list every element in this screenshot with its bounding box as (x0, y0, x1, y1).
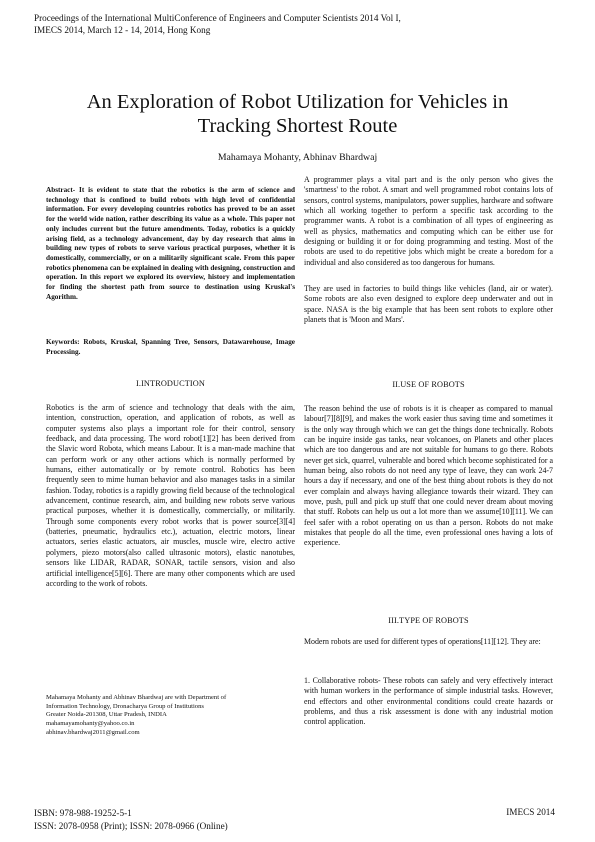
right-paragraph-1 (304, 175, 553, 268)
header-line-2: IMECS 2014, March 12 - 14, 2014, Hong Kong (34, 25, 211, 35)
footnote-line-3: Greater Noida-201308, Uttar Pradesh, INDIA (46, 711, 167, 719)
footnote-line-1: Mahamaya Mohanty and Abhinav Bhardwaj are with Department of (46, 694, 227, 701)
proceedings-header (34, 12, 554, 36)
abstract-text: Abstract- It is evident to state that the robotics is the arm of science and technology that is confined to build robots with high level of confidential information. For every developing countries robotics has proved to be an asset for the world wide nation, rather describing its value as a whole. This paper not only includes current but the future amendments. Today, robotics is a quickly arising field, as a technology advancement, day by day research that aims in building new types of robots to serve various practical purposes, whether it is domestically, commercially, or on a militarily significant scale. From this paper robotics phenomena can be explained in dealing with designing, construction and operation. In this report we explored its overview, history and implementation for finding the shortest path from source to destination using Kruskal's Agorithm. (46, 186, 295, 301)
introduction-body (46, 403, 295, 589)
footer-isbn: ISBN: 978-988-19252-5-1 (34, 808, 132, 818)
right-paragraph-2-text: They are used in factories to build things like vehicles (land, air or water). Some robots are also even designed to explore deep underwater and out in space. NASA is the big example that has been sent robots to explore other planets that is 'Moon and Mars'. (304, 284, 553, 325)
footer-conference: IMECS 2014 (506, 807, 555, 817)
introduction-text: Robotics is the arm of science and technology that deals with the aim, intention, construction, operation, and application of robots, as well as computer systems also plays a important role for their control, sensory feedback, and data processing. The word robot[1][2] has been derived from the Slavic word Robota, which means Labour. It is a man-made machine that can perform work or any other actions which is normally performed by humans, either automatically or by remote control. Robotics has been frequently seen to mime human behavior and also manages tasks in a similar fashion. Today, robotics is a rapidly growing field because of the technological advancement, continue research, aim, and building new robots serve various practical purposes, whether it is domestically, commercially, or militarily. Through some components every robot works that is power source[3][4](batteries, pneumatic, hydraulics etc.), actuation, electric motors, linear actuators, series elastic actuators, air muscles, muscle wire, electro active polymers, piezo motors(also called ultrasonic motors), elastic nanotubes, sensors like LIDAR, RADAR, SONAR, tactile sensors, vision and also artificial intelligence[5][6]. There are many other components which are used according to the work of robots. (46, 403, 295, 588)
footnote-email-1: mahamayamohanty@yahoo.co.in (46, 720, 135, 728)
abstract (46, 186, 295, 302)
keywords (46, 338, 295, 357)
footer-identifiers (34, 807, 228, 833)
header-line-1: Proceedings of the International MultiConference of Engineers and Computer Scientists 2014 Vol I, (34, 13, 401, 23)
author-footnote (46, 694, 295, 738)
section-heading-type-of-robots: III.TYPE OF ROBOTS (388, 616, 469, 625)
type-of-robots-intro-text: Modern robots are used for different types of operations[11][12]. They are: (304, 637, 541, 646)
keywords-text: Keywords: Robots, Kruskal, Spanning Tree, Sensors, Datawarehouse, Image Processing. (46, 338, 295, 356)
footer-issn: ISSN: 2078-0958 (Print); ISSN: 2078-0966 (Online) (34, 821, 228, 831)
section-heading-introduction: I.INTRODUCTION (136, 379, 205, 388)
section-heading-use-of-robots: II.USE OF ROBOTS (392, 380, 465, 389)
type-of-robots-intro (304, 637, 553, 647)
footnote-line-2: Information Technology, Dronacharya Group of Institutions (46, 702, 204, 710)
authors: Mahamaya Mohanty, Abhinav Bhardwaj (217, 152, 378, 163)
title-line-2: Tracking Shortest Route (197, 115, 398, 137)
footnote-email-2: abhinav.bhardwaj2011@gmail.com (46, 728, 140, 736)
right-paragraph-2 (304, 284, 553, 325)
use-of-robots-text: The reason behind the use of robots is it is cheaper as compared to manual labour[7][8][9], and makes the work easier thus saving time and sometimes it is the only way through which we can get the things done technically. Robots can be inquire inside gas tanks, near volcanoes, on Planets and other places which are too dangerous and are not suitable for humans to go there. Robots never get sick, quarrel, vulnerable and bored which become sophisticated for a human being, also robots do not need any type of leave, they can work 24-7 hours a day if necessary, and one of the best thing about robots is they do not ever complain and always having allegiance towards their wizard. They can move, push, pull and pick up stuff that one could never dream about moving that stuff. Robots can help us out a lot more than we assume[10][11]. We can feel safer with a robot operating on us than a person. Robots do not make mistakes that people do all the time, even professional ones having a lots of experience. (304, 404, 553, 548)
use-of-robots-body (304, 404, 553, 549)
type-of-robots-item-1 (304, 676, 553, 728)
title-line-1: An Exploration of Robot Utilization for Vehicles in (86, 91, 509, 113)
right-paragraph-1-text: A programmer plays a vital part and is the only person who gives the 'smartness' to the robot. A smart and well programmed robot contains lots of sensors, control systems, manipulators, power supplies, hardware and software which all working together to perform a specific task according to the programmer wants. A robot is a combination of all types of engineering as well as physics, mathematics and computing which can be either use for designing or building it or for doing programming and testing. Most of the robots are used to do repetitive jobs which might be create a boredom for a individual and also considered as too dangerous for humans. (304, 175, 553, 267)
type-of-robots-item-1-text: 1. Collaborative robots- These robots can safely and very effectively interact with human workers in the performance of simple industrial tasks. However, end effectors and other environmental conditions could create hazards or problems, and thus a risk assessment is done with any industrial motion control application. (304, 676, 553, 727)
paper-title (40, 90, 555, 138)
